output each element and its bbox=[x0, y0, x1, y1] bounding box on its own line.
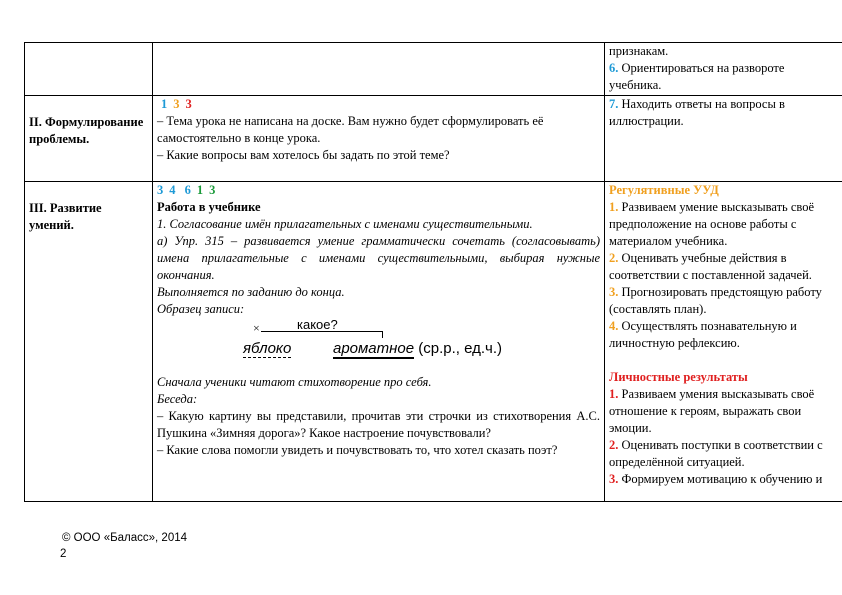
uud-line: 4. Осуществлять познавательную и личностную рефлексию. bbox=[609, 319, 797, 350]
personal-line: 1. Развиваем умения высказывать своё отношение к героям, выражать свои эмоции. bbox=[609, 387, 815, 435]
table-row bbox=[25, 43, 842, 96]
table-row bbox=[25, 182, 842, 502]
scheme-question: какое? bbox=[297, 317, 338, 332]
arrow-line bbox=[261, 331, 383, 332]
arrow-tick bbox=[382, 331, 383, 338]
task-number: 4 bbox=[169, 183, 176, 197]
uud-num: 6. bbox=[609, 61, 619, 75]
content-cell bbox=[153, 96, 605, 182]
cross-mark: × bbox=[253, 321, 260, 335]
uud-num: 4. bbox=[609, 319, 619, 333]
personal-line: 2. Оценивать поступки в соответствии с определённой ситуацией. bbox=[609, 438, 823, 469]
section-heading: Работа в учебнике bbox=[157, 200, 261, 214]
task-number: 1 bbox=[161, 97, 168, 111]
uud-text: Находить ответы на вопросы в иллюстрации. bbox=[609, 97, 785, 128]
stage-cell bbox=[25, 43, 153, 96]
stage-cell bbox=[25, 96, 153, 182]
paragraph: – Тема урока не написана на доске. Вам нужно будет сформулировать её самостоятельно в конце урока. bbox=[157, 114, 544, 145]
paragraph: Выполняется по заданию до конца. bbox=[157, 285, 345, 299]
uud-num: 1. bbox=[609, 200, 619, 214]
paragraph: Беседа: bbox=[157, 392, 198, 406]
content-cell bbox=[153, 182, 605, 502]
paragraph: – Какую картину вы представили, прочитав эти строчки из стихотворения А.С. Пушкина «Зимняя дорога»? Какое настроение почувствовали? bbox=[157, 409, 600, 440]
lesson-table bbox=[24, 42, 842, 502]
stage-cell bbox=[25, 182, 153, 502]
paragraph: – Какие вопросы вам хотелось бы задать по этой теме? bbox=[157, 148, 450, 162]
personal-num: 1. bbox=[609, 387, 619, 401]
uud-num: 3. bbox=[609, 285, 619, 299]
paragraph: – Какие слова помогли увидеть и почувствовать то, что хотел сказать поэт? bbox=[157, 443, 558, 457]
uud-text: Ориентироваться на развороте учебника. bbox=[609, 61, 785, 92]
scheme-noun: яблоко bbox=[243, 340, 292, 357]
paragraph: Образец записи: bbox=[157, 302, 245, 316]
paragraph: Сначала ученики читают стихотворение про себя. bbox=[157, 375, 432, 389]
personal-heading: Личностные результаты bbox=[609, 370, 748, 384]
task-number: 3 bbox=[209, 183, 216, 197]
uud-line: 1. Развиваем умение высказывать своё предположение на основе работы с материалом учебника. bbox=[609, 200, 815, 248]
paragraph: 1. Согласование имён прилагательных с именами существительными. bbox=[157, 217, 533, 231]
personal-line: 3. Формируем мотивацию к обучению и bbox=[609, 472, 823, 486]
scheme-adjective: ароматное (ср.р., ед.ч.) bbox=[333, 340, 503, 357]
uud-line: 3. Прогнозировать предстоящую работу (составлять план). bbox=[609, 285, 822, 316]
personal-num: 3. bbox=[609, 472, 619, 486]
sample-scheme bbox=[157, 318, 600, 374]
uud-line bbox=[609, 96, 838, 130]
task-number: 1 bbox=[196, 183, 204, 197]
task-number: 3 bbox=[157, 183, 164, 197]
uud-cell bbox=[605, 182, 842, 502]
stage-title: II. Формулирование проблемы. bbox=[29, 115, 144, 146]
page-number: 2 bbox=[60, 548, 67, 560]
uud-heading: Регулятивные УУД bbox=[609, 183, 719, 197]
uud-line: признакам. bbox=[609, 44, 669, 58]
uud-num: 7. bbox=[609, 97, 619, 111]
task-number: 3 bbox=[185, 97, 192, 111]
stage-title: III. Развитие умений. bbox=[29, 201, 102, 232]
copyright-footer: © ООО «Баласс», 2014 bbox=[62, 532, 188, 544]
content-cell bbox=[153, 43, 605, 96]
uud-cell bbox=[605, 96, 842, 182]
task-number: 3 bbox=[173, 97, 180, 111]
task-number: 6 bbox=[184, 183, 191, 197]
uud-line: 2. Оценивать учебные действия в соответствии с поставленной задачей. bbox=[609, 251, 812, 282]
personal-num: 2. bbox=[609, 438, 619, 452]
uud-cell bbox=[605, 43, 842, 96]
table-row bbox=[25, 96, 842, 182]
uud-line bbox=[609, 60, 838, 94]
task-numbers bbox=[157, 182, 600, 199]
task-numbers bbox=[157, 96, 600, 113]
paragraph: а) Упр. 315 – развивается умение грамматически сочетать (согласовывать) имена прилагательные с именами существительными, выбирая нужные окончания. bbox=[157, 234, 600, 282]
uud-num: 2. bbox=[609, 251, 619, 265]
